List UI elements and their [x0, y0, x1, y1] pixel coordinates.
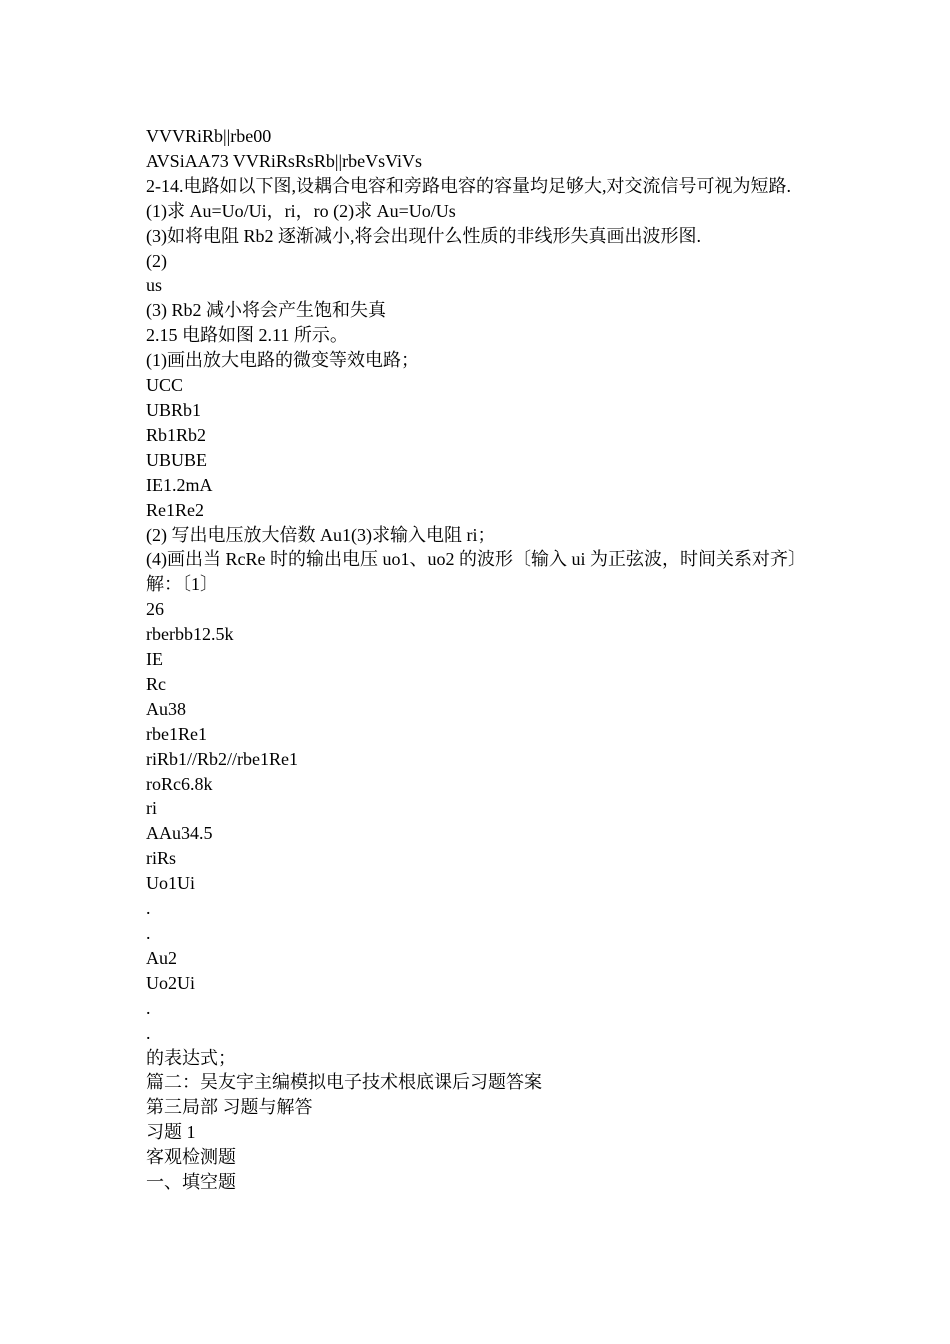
problem-2-15-question-2-3: (2) 写出电压放大倍数 Au1(3)求输入电阻 ri； [146, 524, 496, 545]
formula-line: IE [146, 649, 163, 670]
formula-line: Uo1Ui [146, 873, 195, 894]
formula-line: IE1.2mA [146, 474, 213, 495]
formula-line: ri [146, 798, 157, 819]
text-line: 的表达式； [146, 1047, 236, 1068]
section-title: 篇二：吴友宇主编模拟电子技术根底课后习题答案 [146, 1072, 542, 1093]
dot-line: . [146, 1022, 151, 1043]
exercise-heading: 习题 1 [146, 1122, 196, 1143]
formula-line: rberbb12.5k [146, 624, 234, 645]
formula-line: AVSiAA73 VVRiRsRsRb||rbeVsViVs [146, 150, 423, 171]
problem-2-14-question-3: (3)如将电阻 Rb2 逐渐减小,将会出现什么性质的非线形失真画出波形图. [146, 225, 701, 246]
text-line: us [146, 275, 163, 296]
formula-line: riRb1//Rb2//rbe1Re1 [146, 748, 298, 769]
formula-line: AAu34.5 [146, 823, 213, 844]
formula-line: riRs [146, 848, 177, 869]
formula-line: Au2 [146, 947, 177, 968]
formula-line: VVVRiRb||rbe00 [146, 126, 272, 146]
document-body [146, 124, 811, 1195]
problem-2-15-question-4: (4)画出当 RcRe 时的输出电压 uo1、uo2 的波形〔输入 ui 为正弦波，时间关系对齐〕 解：〔1〕 [146, 549, 811, 595]
formula-line: UBUBE [146, 449, 208, 470]
answer-line: (3) Rb2 减小将会产生饱和失真 [146, 300, 386, 321]
formula-line: 26 [146, 599, 164, 620]
formula-line: Au38 [146, 698, 186, 719]
formula-line: UCC [146, 375, 184, 396]
problem-2-15-question-1: (1)画出放大电路的微变等效电路； [146, 350, 419, 371]
subsection-heading: 一、填空题 [146, 1172, 236, 1193]
dot-line: . [146, 997, 151, 1018]
formula-line: roRc6.8k [146, 773, 213, 794]
dot-line: . [146, 923, 151, 943]
formula-line: Re1Re2 [146, 499, 204, 520]
part-heading: 第三局部 习题与解答 [146, 1097, 313, 1118]
dot-line: . [146, 898, 151, 919]
formula-line: rbe1Re1 [146, 723, 207, 744]
formula-line: Uo2Ui [146, 972, 195, 993]
problem-2-15-statement: 2.15 电路如图 2.11 所示。 [146, 325, 348, 346]
formula-line: Rc [146, 673, 166, 694]
problem-2-14-question-1-2: (1)求 Au=Uo/Ui，ri，ro (2)求 Au=Uo/Us [146, 200, 456, 221]
problem-2-14-statement: 2-14.电路如以下图,设耦合电容和旁路电容的容量均足够大,对交流信号可视为短路. [146, 175, 791, 196]
formula-line: Rb1Rb2 [146, 424, 207, 445]
answer-label: (2) [146, 250, 167, 271]
subsection-heading: 客观检测题 [146, 1147, 236, 1168]
formula-line: UBRb1 [146, 399, 202, 420]
